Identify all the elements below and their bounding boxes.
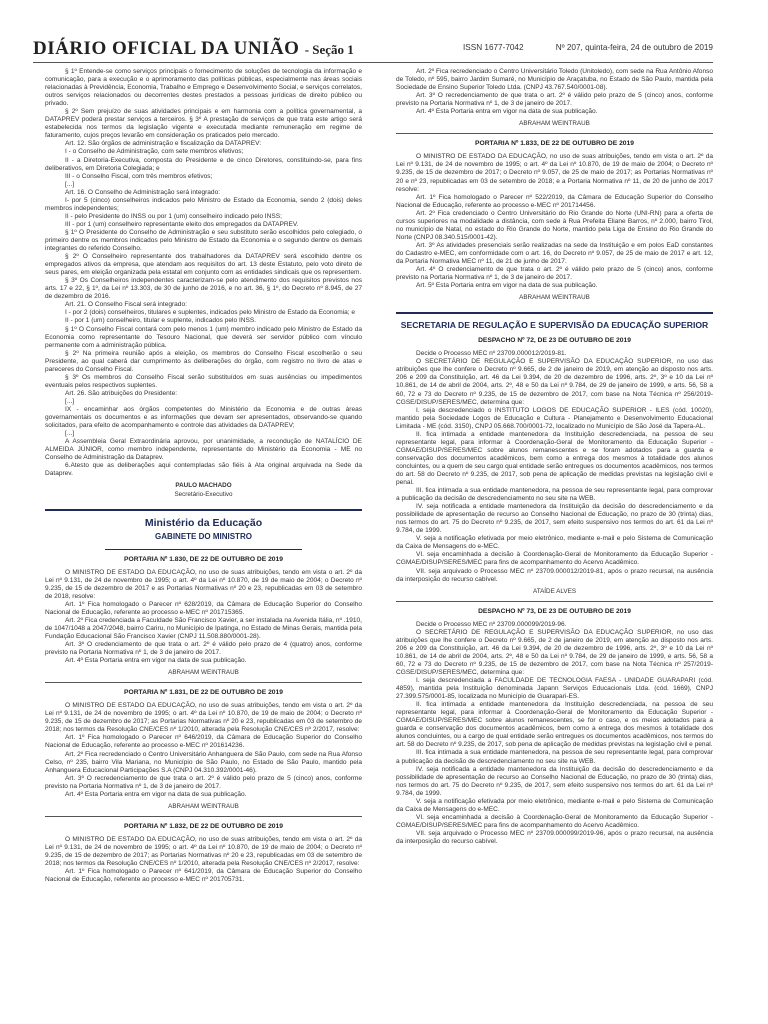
paragraph: Art. 1º Fica homologado o Parecer nº 522/2019, da Câmara de Educação Superior do Conselho Nacional de Educação, referente ao processo e-MEC nº 201714456. (396, 193, 713, 209)
paragraph: III. fica intimada a sua entidade mantenedora, na pessoa de seu representante legal, para comprovar a publicação da decisão de descredenciamento no seu site na WEB. (396, 487, 713, 503)
paragraph: V. seja a notificação efetivada por meio eletrônico, mediante e-mail e pelo Sistema de Comunicação da Caixa de Mensagens do e-MEC. (396, 535, 713, 551)
paragraph: Art. 3º O recredenciamento de que trata o art. 2º é válido pelo prazo de 5 (cinco) anos, conforme previsto na Portaria Normativa nº 1, de 3 de janeiro de 2017. (45, 774, 362, 790)
paragraph: Art. 4º Esta Portaria entra em vigor na data de sua publicação. (416, 108, 598, 116)
paragraph: Art. 3º O credenciamento de que trata o art. 2º é válido pelo prazo de 4 (quatro) anos, conforme previsto na Portaria Normativa nº 1, de 3 de janeiro de 2017. (45, 641, 362, 657)
paragraph: Art. 16. O Conselho de Administração será integrado: (65, 188, 221, 196)
paragraph: Art. 4º Esta Portaria entra em vigor na data de sua publicação. (65, 657, 247, 665)
portaria-1830-signer: ABRAHAM WEINTRAUB (168, 669, 239, 677)
paragraph: Decide o Processo MEC nº 23709.000012/2019-81. (416, 350, 567, 358)
paragraph: 6.Atesto que as deliberações aqui contempladas são fiéis à Ata original arquivada na Sede da Dataprev. (45, 462, 362, 478)
despacho-73-title: DESPACHO Nº 73, DE 23 DE OUTUBRO DE 2019 (478, 607, 631, 615)
paragraph: [...] (65, 180, 75, 188)
portaria-1831-text (45, 702, 362, 799)
despacho-72-text (396, 350, 713, 583)
heading-rule (105, 549, 302, 550)
paragraph: II - pelo Presidente do INSS ou por 1 (um) conselheiro indicado pelo INSS; (65, 212, 282, 220)
left-column (45, 68, 362, 884)
edition-date: Nº 207, quinta-feira, 24 de outubro de 2019 (555, 43, 713, 52)
despacho-72-title: DESPACHO Nº 72, DE 23 DE OUTUBRO DE 2019 (478, 337, 631, 345)
dataprev-text (45, 68, 362, 478)
paragraph: I. seja descredenciada a FACULDADE DE TECNOLOGIA FAESA - UNIDADE GUARAPARI (cód. 4859), mantida pela Instituição denominada Japann Serviços Educacionais Ltda. (cód. 1669), CNPJ 27.399.575/0001-85, localizada no Município de Guarapari-ES. (396, 677, 713, 701)
paragraph: O MINISTRO DE ESTADO DA EDUCAÇÃO, no uso de suas atribuições, tendo em vista o art. 2º da Lei nº 9.131, de 24 de novembro de 1995; o art. 4º da Lei nº 10.870, de 19 de maio de 2004; o Decreto nº 9.235, de 15 de dezembro de 2017; as Portarias Normativas nº 20 e 23, republicadas em 03 de setembro de 2018; nos termos da Resolução CNE/CES nº 1/2010, alterada pela Resolução CNE/CES nº 2/2017, resolve: (45, 835, 362, 868)
paragraph: Art. 26. São atribuições do Presidente: (65, 389, 178, 397)
portaria-1831-title: PORTARIA Nº 1.831, DE 22 DE OUTUBRO DE 2019 (124, 689, 283, 697)
portaria-1832-text (45, 836, 362, 884)
portaria-1833-title: PORTARIA Nº 1.833, DE 22 DE OUTUBRO DE 2019 (475, 140, 634, 148)
paragraph: Art. 12. São órgãos de administração e fiscalização da DATAPREV: (65, 140, 262, 148)
paragraph: VII. seja arquivado o Processo MEC nº 23709.000099/2019-96, após o prazo recursal, na ausência da interposição do recurso cabível. (396, 829, 713, 845)
paragraph: O MINISTRO DE ESTADO DA EDUCAÇÃO, no uso de suas atribuições, tendo em vista o art. 2º da Lei nº 9.131, de 24 de novembro de 1995; o art. 4º da Lei nº 10.870, de 19 de maio de 2004; o Decreto nº 9.235, de 15 de dezembro de 2017 e as Portarias Normativas nº 20 e 23, republicadas em 03 de setembro de 2018, resolve: (45, 568, 362, 600)
paragraph: § 2º O Conselheiro representante dos trabalhadores da DATAPREV será escolhido dentre os empregados ativos da empresa, que atendam aos requisitos do art. 13 deste Estatuto, pelo voto direto de seus pares, em eleição organizada pela estatal em conjunto com as entidades sindicais que os representem. (45, 253, 362, 277)
paragraph: II. fica intimada a entidade mantenedora da Instituição descredenciada, na pessoa de seu representante legal, para informar à Coordenação-Geral de Monitoramento da Educação Superior - CGMAE/DISUP/SERES/MEC sobre alunos remanescentes, se for o caso, e os meios adotados para a guarda e conservação dos documentos acadêmicos, bem como a entrega dos mesmos à totalidade dos alunos concluintes, ou a cargo de qual entidade serão entregues os documentos acadêmicos, nos termos do art. 58 do Decreto nº 9.235, de 2017, sob pena de aplicação de medidas previstas na legislação civil e penal. (396, 701, 713, 749)
paragraph: O MINISTRO DE ESTADO DA EDUCAÇÃO, no uso de suas atribuições, tendo em vista o art. 2º da Lei nº 9.131, de 24 de novembro de 1995; o art. 4º da Lei nº 10.870, de 19 de maio de 2004; o Decreto nº 9.235, de 15 de dezembro de 2017; o Decreto nº 9.057, de 25 de maio de 2017; as Portarias Normativas nº 20 e nº 23, republicadas em 03 de setembro de 2018; e a Portaria Normativa nº 11, de 20 de junho de 2017 resolve: (396, 153, 713, 193)
paragraph: § 3º Os membros do Conselho Fiscal serão substituídos em suas ausências ou impedimentos eventuais pelos respectivos suplentes. (45, 373, 362, 389)
paragraph: III - o Conselho Fiscal, com três membros efetivos; (65, 172, 213, 180)
paragraph: Decide o Processo MEC nº 23709.000099/2019-96. (416, 620, 567, 628)
paragraph: VII. seja arquivado o Processo MEC nº 23709.000012/2019-81, após o prazo recursal, na ausência da interposição do recurso cabível. (396, 567, 713, 583)
paragraph: [...] (65, 430, 75, 438)
ministry-heading: Ministério da Educação (45, 509, 362, 530)
divider (45, 682, 362, 683)
paragraph: Art. 1º Fica homologado o Parecer nº 641/2019, da Câmara de Educação Superior do Conselho Nacional de Educação, referente ao processo e-MEC nº 201705731. (45, 868, 362, 884)
paragraph: VI. seja encaminhada a decisão à Coordenação-Geral de Monitoramento da Educação Superior - CGMAE/DISUP/SERES/MEC para fins de acompanhamento do Acervo Acadêmico. (396, 551, 713, 567)
paragraph: IX - encaminhar aos órgãos competentes do Ministério da Economia e de outras áreas governamentais os documentos e as informações que devam ser apresentados, observando-se quando solicitados, para efeito de acompanhamento e controle das atividades da DATAPREV; (45, 405, 362, 430)
paragraph: Art. 1º Fica homologado o Parecer nº 646/2019, da Câmara de Educação Superior do Conselho Nacional de Educação, referente ao processo e-MEC nº 201614236. (45, 734, 362, 750)
paragraph: A Assembleia Geral Extraordinária aprovou, por unanimidade, a recondução de NATALÍCIO DE ALMEIDA JÚNIOR, como membro independente, representante do Ministério da Economia - ME no Conselho de Administração da Dataprev. (45, 438, 362, 462)
secretaria-heading: SECRETARIA DE REGULAÇÃO E SUPERVISÃO DA EDUCAÇÃO SUPERIOR (396, 312, 713, 331)
signer-name: PAULO MACHADO (175, 482, 232, 490)
paragraph: Art. 3º O recredenciamento de que trata o art. 2º é válido pelo prazo de 5 (cinco) anos, conforme previsto na Portaria Normativa nº 1, de 3 de janeiro de 2017. (396, 92, 713, 108)
signer-role: Secretário-Executivo (174, 491, 233, 499)
paragraph: Art. 2º Fica recredenciado o Centro Universitário Toledo (Unitoledo), com sede na Rua Antônio Afonso de Toledo, nº 595, bairro Jardim Sumaré, no Município de Araçatuba, no Estado de São Paulo, mantida pela Sociedade de Ensino Superior Toledo Ltda. (CNPJ 43.767.540/0001-08). (396, 68, 713, 92)
paragraph: Art. 2º Fica credenciado o Centro Universitário do Rio Grande do Norte (UNI-RN) para a oferta de cursos superiores na modalidade a distância, com sede à Rua Prefeita Eliane Barros, nº 2.000, bairro Tirol, no município de Natal, no estado do Rio Grande do Norte, mantido pela Liga de Ensino do Rio Grande do Norte (CNPJ 08.340.515/0001-42). (396, 209, 713, 241)
journal-name: DIÁRIO OFICIAL DA UNIÃO (33, 38, 300, 59)
paragraph: Art. 4º Esta Portaria entra em vigor na data de sua publicação. (65, 790, 247, 798)
paragraph: § 1º Entende-se como serviços principais o fornecimento de soluções de tecnologia da informação e comunicação, para a execução e o aprimoramento das políticas públicas, especialmente nas áreas sociais relacionadas à Previdência, Economia, Trabalho e Emprego e Desenvolvimento Social, e serviços correlatos, outros serviços relacionados ou decorrentes destes prestados a pessoas jurídicas de direito público ou privado. (45, 68, 362, 108)
paragraph: I - por 2 (dois) conselheiros, titulares e suplentes, indicados pelo Ministro de Estado da Economia; e (65, 309, 356, 317)
paragraph: O SECRETÁRIO DE REGULAÇÃO E SUPERVISÃO DA EDUCAÇÃO SUPERIOR, no uso das atribuições que lhe confere o Decreto nº 9.665, de 2 de janeiro de 2019, em atenção ao disposto nos arts. 206 e 209 da Constituição, art. 46 da Lei 9.394, de 20 de dezembro de 1996, arts. 2º, 3º e 10 da Lei nº 10.861, de 14 de abril de 2004, arts. 2º, 48 e 50 da Lei nº 9.784, de 29 de janeiro de 1999, e arts. 56, 58 a 60, 72 e 73 do Decreto nº 9.235, de 15 de dezembro de 2017, com base na Nota Técnica nº 256/2019-CGSE/DISUP/SERES/MEC, determina que: (396, 358, 713, 406)
paragraph: Art. 2º Fica recredenciado o Centro Universitário Anhanguera de São Paulo, com sede na Rua Afonso Celso, nº 235, bairro Vila Mariana, no Município de São Paulo, no Estado de São Paulo, mantido pela Anhanguera Educacional Participações S.A (CNPJ 04.310.392/0001-46). (45, 750, 362, 774)
paragraph: § 1º O Conselho Fiscal contará com pelo menos 1 (um) membro indicado pelo Ministro de Estado da Economia como representante do Tesouro Nacional, que deverá ser servidor público com vínculo permanente com a administração pública. (45, 325, 362, 349)
paragraph: § 1º O Presidente do Conselho de Administração e seu substituto serão escolhidos pelo colegiado, o primeiro dentre os membros indicados pelo Ministro de Estado da Economia e o segundo dentre os demais integrantes do referido Conselho. (45, 228, 362, 253)
journal-title (33, 38, 354, 60)
despacho-72-signer: ATAÍDE ALVES (532, 587, 577, 595)
portaria-1832-title: PORTARIA Nº 1.832, DE 22 DE OUTUBRO DE 2019 (124, 822, 283, 830)
paragraph: VI. seja encaminhada a decisão à Coordenação-Geral de Monitoramento da Educação Superior - CGMAE/DISUP/SERES/MEC para fins de acompanhamento do Acervo Acadêmico. (396, 813, 713, 829)
paragraph: III. fica intimada a sua entidade mantenedora, na pessoa de seu representante legal, para comprovar a publicação da decisão de descredenciamento no seu site na WEB. (396, 749, 713, 765)
divider (396, 601, 713, 602)
divider (396, 133, 713, 134)
paragraph: Art. 1º Fica homologado o Parecer nº 628/2019, da Câmara de Educação Superior do Conselho Nacional de Educação, referente ao processo e-MEC nº 201715365. (45, 600, 362, 616)
paragraph: IV. seja notificada a entidade mantenedora da Instituição da decisão do descredenciamento e da possibilidade de apresentação de recurso ao Conselho Nacional de Educação, no prazo de 30 (trinta) dias, nos termos do art. 75 do Decreto nº 9.235, de 2017, sem efeito suspensivo nos termos do art. 61 da Lei nº 9.784, de 1999. (396, 765, 713, 797)
portaria-1830-text (45, 569, 362, 666)
paragraph: V. seja a notificação efetivada por meio eletrônico, mediante e-mail e pelo Sistema de Comunicação da Caixa de Mensagens do e-MEC. (396, 797, 713, 813)
paragraph: II - por 1 (um) conselheiro, titular e suplente, indicados pelo INSS. (65, 317, 257, 325)
paragraph: O SECRETÁRIO DE REGULAÇÃO E SUPERVISÃO DA EDUCAÇÃO SUPERIOR, no uso das atribuições que lhe confere o Decreto nº 9.665, de 2 de janeiro de 2019, em atenção ao disposto nos arts. 206 e 209 da Constituição, art. 46 da Lei 9.394, de 20 de dezembro de 1996, arts. 2º, 3º e 10 da Lei nº 10.861, de 14 de abril de 2004, arts. 2º, 48 e 50 da Lei nº 9.784, de 29 de janeiro de 1999, e arts. 56, 58 a 60, 72 e 73 do Decreto nº 9.235, de 15 de dezembro de 2017, com base na Nota Técnica nº 257/2019-CGSE/DISUP/SERES/MEC, determina que: (396, 628, 713, 676)
paragraph: [...] (65, 397, 75, 405)
paragraph: Art. 21. O Conselho Fiscal será integrado: (65, 301, 187, 309)
paragraph: I - o Conselho de Administração, com sete membros efetivos; (65, 148, 244, 156)
paragraph: I- por 5 (cinco) conselheiros indicados pelo Ministro de Estado da Economia, sendo 2 (dois) deles membros independentes; (45, 196, 362, 212)
paragraph: Art. 2º Fica credenciada a Faculdade São Francisco Xavier, a ser instalada na Avenida Itália, nº .1910, de 1047/1048 a 2047/2048, bairro Cariru, no Município de Ipatinga, no Estado de Minas Gerais, mantida pela Fundação Educacional São Francisco Xavier (CNPJ 11.508.880/0001-28). (45, 616, 363, 640)
paragraph: II - a Diretoria-Executiva, composta do Presidente e de cinco Diretores, constituindo-se, para fins deliberativos, em Diretoria Colegiada; e (45, 156, 362, 172)
paragraph: § 3º Os Conselheiros independentes caracterizam-se pelo atendimento dos requisitos previstos nos arts. 17 e 22, § 1º, da Lei nº 13.303, de 30 de junho de 2016, e no art. 36, § 1º, do Decreto nº 8.945, de 27 de dezembro de 2016. (45, 277, 362, 301)
right-column (396, 68, 713, 846)
paragraph: IV. seja notificada a entidade mantenedora da Instituição da decisão do descredenciamento e da possibilidade de apresentação de recurso ao Conselho Nacional de Educação, no prazo de 30 (trinta) dias, nos termos do art. 75 do Decreto nº 9.235, de 2017, sem efeito suspensivo nos termos do art. 61 da Lei nº 9.784, de 1999. (396, 503, 713, 535)
portaria-1832-continued (396, 68, 713, 116)
paragraph: III - por 1 (um) conselheiro representante eleito dos empregados da DATAPREV. (65, 220, 299, 228)
section-label: - Seção 1 (304, 42, 354, 57)
paragraph: § 2º Na primeira reunião após a eleição, os membros do Conselho Fiscal escolherão o seu Presidente, ao qual caberá dar cumprimento às deliberações do órgão, com registro no livro de atas e pareceres do Conselho Fiscal. (45, 349, 362, 373)
portaria-1833-signer: ABRAHAM WEINTRAUB (519, 294, 590, 302)
paragraph: Art. 3º As atividades presenciais serão realizadas na sede da Instituição e em polos EaD constantes do Cadastro e-MEC, em conformidade com o art. 16, do Decreto nº 9.057, de 25 de maio de 2017 e art. 12, da Portaria Normativa MEC nº 11, de 21 de junho de 2017. (396, 241, 713, 265)
despacho-73-text (396, 621, 713, 846)
paragraph: II. fica intimada a entidade mantenedora da Instituição descredenciada, na pessoa de seu representante legal, para informar à Coordenação-Geral de Monitoramento da Educação Superior - CGMAE/DISUP/SERES/MEC sobre alunos remanescentes e se foram adotados para a guarda e conservação dos documentos acadêmicos, bem como a entrega dos mesmos à totalidade dos alunos concluintes, ou a quem de seu cargo qual entidade serão entregues os documentos acadêmicos, nos termos do art. 58 do Decreto nº 9.235, de 2017, sob pena de aplicação de medidas previstas na legislação civil e penal. (396, 430, 713, 487)
portaria-1831-signer: ABRAHAM WEINTRAUB (168, 802, 239, 810)
portaria-1830-title: PORTARIA Nº 1.830, DE 22 DE OUTUBRO DE 2019 (124, 555, 283, 563)
paragraph: Art. 4º O credenciamento de que trata o art. 2º é válido pelo prazo de 5 (cinco) anos, conforme previsto na Portaria Normativa nº 1, de 3 de janeiro de 2017. (396, 266, 713, 282)
page-header (33, 30, 713, 63)
portaria-1832-signer: ABRAHAM WEINTRAUB (519, 120, 590, 128)
divider (45, 816, 362, 817)
paragraph: O MINISTRO DE ESTADO DA EDUCAÇÃO, no uso de suas atribuições, tendo em vista o art. 2º da Lei nº 9.131, de 24 de novembro de 1995; o art. 4º da Lei nº 10.870, de 19 de maio de 2004; o Decreto nº 9.235, de 15 de dezembro de 2017; as Portarias Normativas nº 20 e 23, republicadas em 03 de setembro de 2018; nos termos da Resolução CNE/CES nº 1/2010, alterada pela Resolução CNE/CES nº 2/2017, resolve: (45, 702, 362, 734)
issn: ISSN 1677-7042 (463, 43, 524, 52)
portaria-1833-text (396, 153, 713, 290)
gabinete-heading: GABINETE DO MINISTRO (155, 532, 252, 542)
paragraph: Art. 5º Esta Portaria entra em vigor na data de sua publicação. (416, 282, 598, 290)
paragraph: I. seja descredenciado o INSTITUTO LOGOS DE EDUCAÇÃO SUPERIOR - ILES (cód. 10020), mantido pela Sociedade Logos de Educação e Cultura - Planejamento e Desenvolvimento Educacional Limitada - ME (cód. 3150), CNPJ 05.668.700/0001-72, localizado no Município de São José da Tapera-AL. (396, 406, 713, 430)
paragraph: § 2º Sem prejuízo de suas atividades principais e em harmonia com a política governamental, a DATAPREV poderá prestar serviços a terceiros. § 3º A prestação de serviços de que trata este artigo será estabelecida nos termos da legislação vigente e executada mediante remuneração em regime de faturamento, cujos preços levarão em consideração os praticados pelo mercado. (45, 108, 362, 140)
